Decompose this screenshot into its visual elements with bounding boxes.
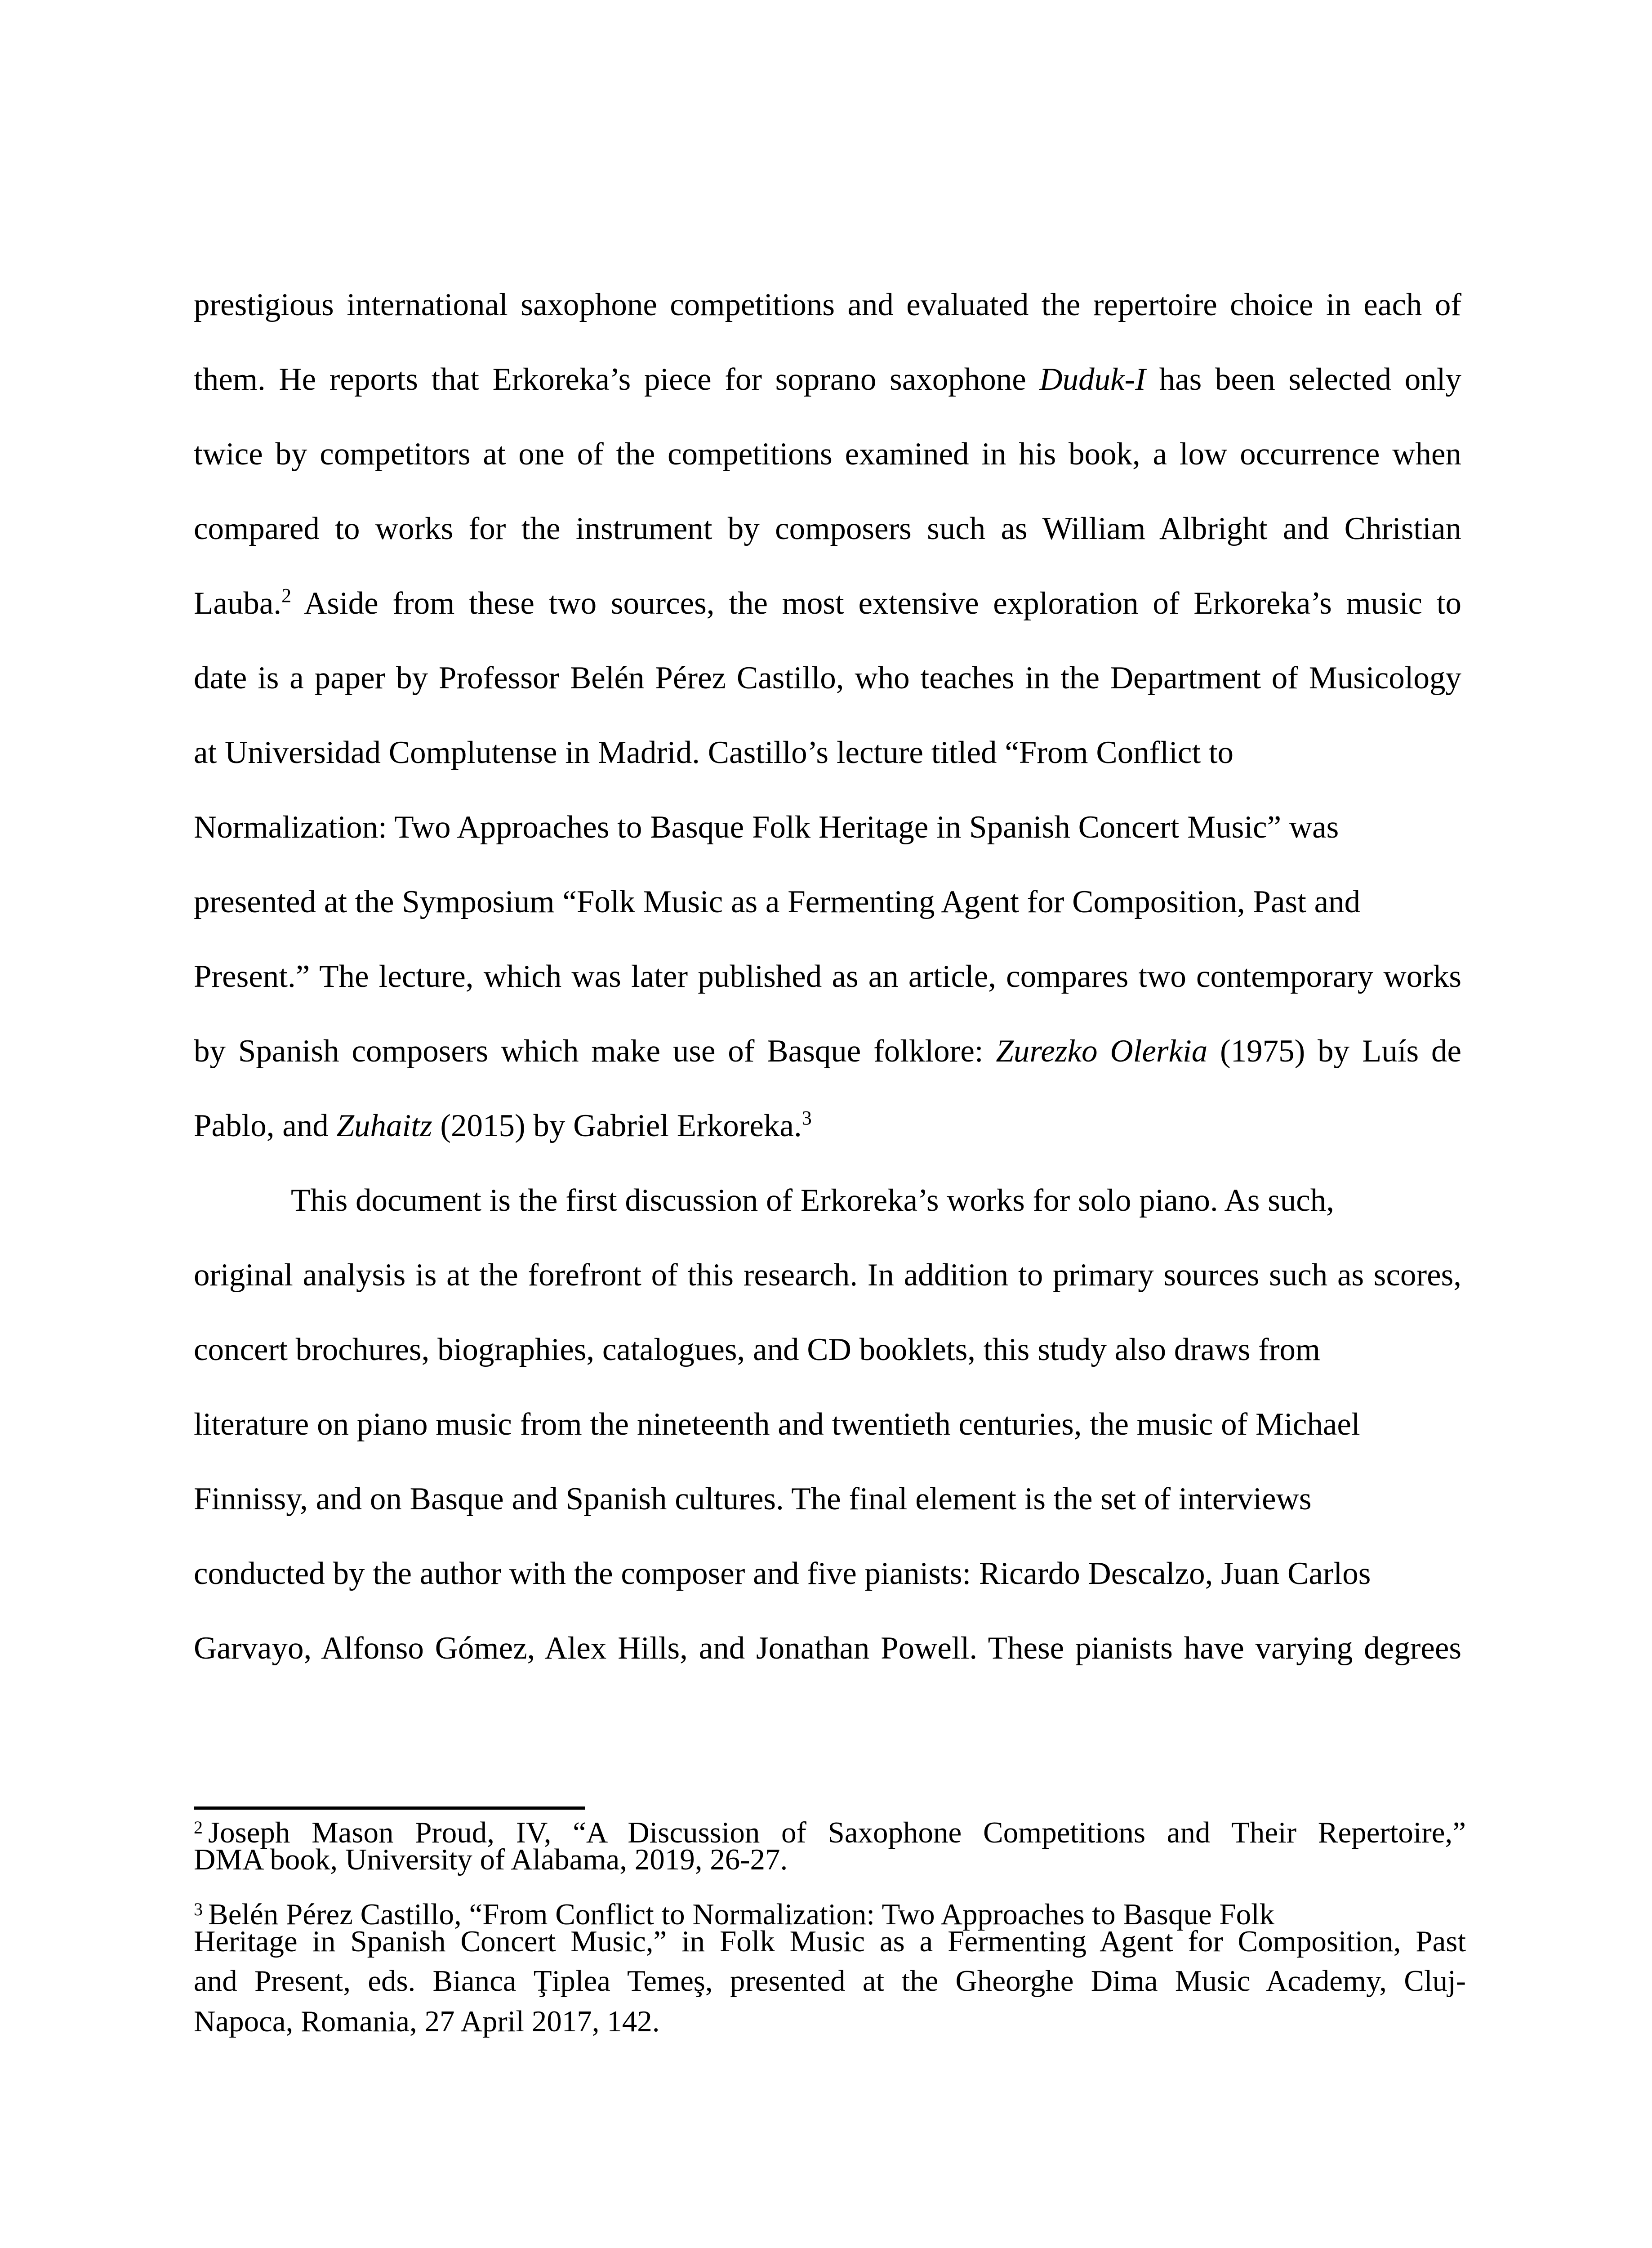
footnote-2-number: 2 [194, 1817, 203, 1838]
body-line-10: Present.” The lecture, which was later published as an article, compares two contemporary works [194, 959, 1461, 994]
footnote-ref-2: 2 [281, 584, 292, 607]
body-line-7: at Universidad Complutense in Madrid. Castillo’s lecture titled “From Conflict to [194, 735, 1234, 770]
footnote-separator [194, 1806, 585, 1810]
body-line-16: literature on piano music from the nineteenth and twentieth centuries, the music of Michael [194, 1407, 1360, 1442]
body-line-6: date is a paper by Professor Belén Pérez Castillo, who teaches in the Department of Musicology [194, 660, 1461, 696]
body-line-4: compared to works for the instrument by composers such as William Albright and Christian [194, 511, 1461, 546]
body-line-19: Garvayo, Alfonso Gómez, Alex Hills, and Jonathan Powell. These pianists have varying degrees [194, 1631, 1461, 1666]
work-title-italic: Duduk-I [1039, 362, 1146, 397]
footnote-3-line-1: $^3$ Belén Pérez Castillo, “From Conflict to Normalization: Two Approaches to Basque Folk [194, 1898, 1275, 1931]
work-title-italic: Zurezko Olerkia [996, 1034, 1208, 1069]
body-line-17: Finnissy, and on Basque and Spanish cultures. The final element is the set of interviews [194, 1481, 1312, 1517]
body-line-2: them. He reports that Erkoreka’s piece for soprano saxophone Duduk-I has been selected only [194, 362, 1461, 397]
footnote-3-line-4: Napoca, Romania, 27 April 2017, 142. [194, 2005, 660, 2038]
body-line-11: by Spanish composers which make use of Basque folklore: Zurezko Olerkia (1975) by Luís de [194, 1034, 1461, 1069]
body-line-1: prestigious international saxophone competitions and evaluated the repertoire choice in each of [194, 287, 1461, 322]
body-line-3: twice by competitors at one of the competitions examined in his book, a low occurrence when [194, 437, 1461, 472]
work-title-italic: Zuhaitz [336, 1108, 432, 1143]
body-line-15: concert brochures, biographies, catalogues, and CD booklets, this study also draws from [194, 1332, 1321, 1367]
body-line-14: original analysis is at the forefront of this research. In addition to primary sources such as scores, [194, 1258, 1461, 1293]
footnote-2-line-1: $^2$ Joseph Mason Proud, IV, “A Discussion of Saxophone Competitions and Their Repertoire,” [194, 1816, 1466, 1849]
footnote-3-line-3: and Present, eds. Bianca Ţiplea Temeş, presented at the Gheorghe Dima Music Academy, Cluj- [194, 1964, 1466, 1998]
footnote-3-number: 3 [194, 1899, 203, 1919]
body-line-5: Lauba.$^2$ Aside from these two sources, the most extensive exploration of Erkoreka’s music to [194, 584, 1461, 621]
footnote-2-line-2: DMA book, University of Alabama, 2019, 26-27. [194, 1843, 788, 1876]
body-line-12: Pablo, and Zuhaitz (2015) by Gabriel Erkoreka.$^3$ [194, 1107, 812, 1143]
footnote-3-line-2: Heritage in Spanish Concert Music,” in Folk Music as a Fermenting Agent for Composition, Past [194, 1925, 1466, 1958]
body-line-9: presented at the Symposium “Folk Music as a Fermenting Agent for Composition, Past and [194, 884, 1361, 919]
footnote-ref-3: 3 [802, 1107, 812, 1129]
body-line-18: conducted by the author with the composer and five pianists: Ricardo Descalzo, Juan Carlos [194, 1556, 1371, 1591]
body-line-8: Normalization: Two Approaches to Basque Folk Heritage in Spanish Concert Music” was [194, 810, 1339, 845]
body-line-13: This document is the first discussion of Erkoreka’s works for solo piano. As such, [291, 1183, 1335, 1218]
